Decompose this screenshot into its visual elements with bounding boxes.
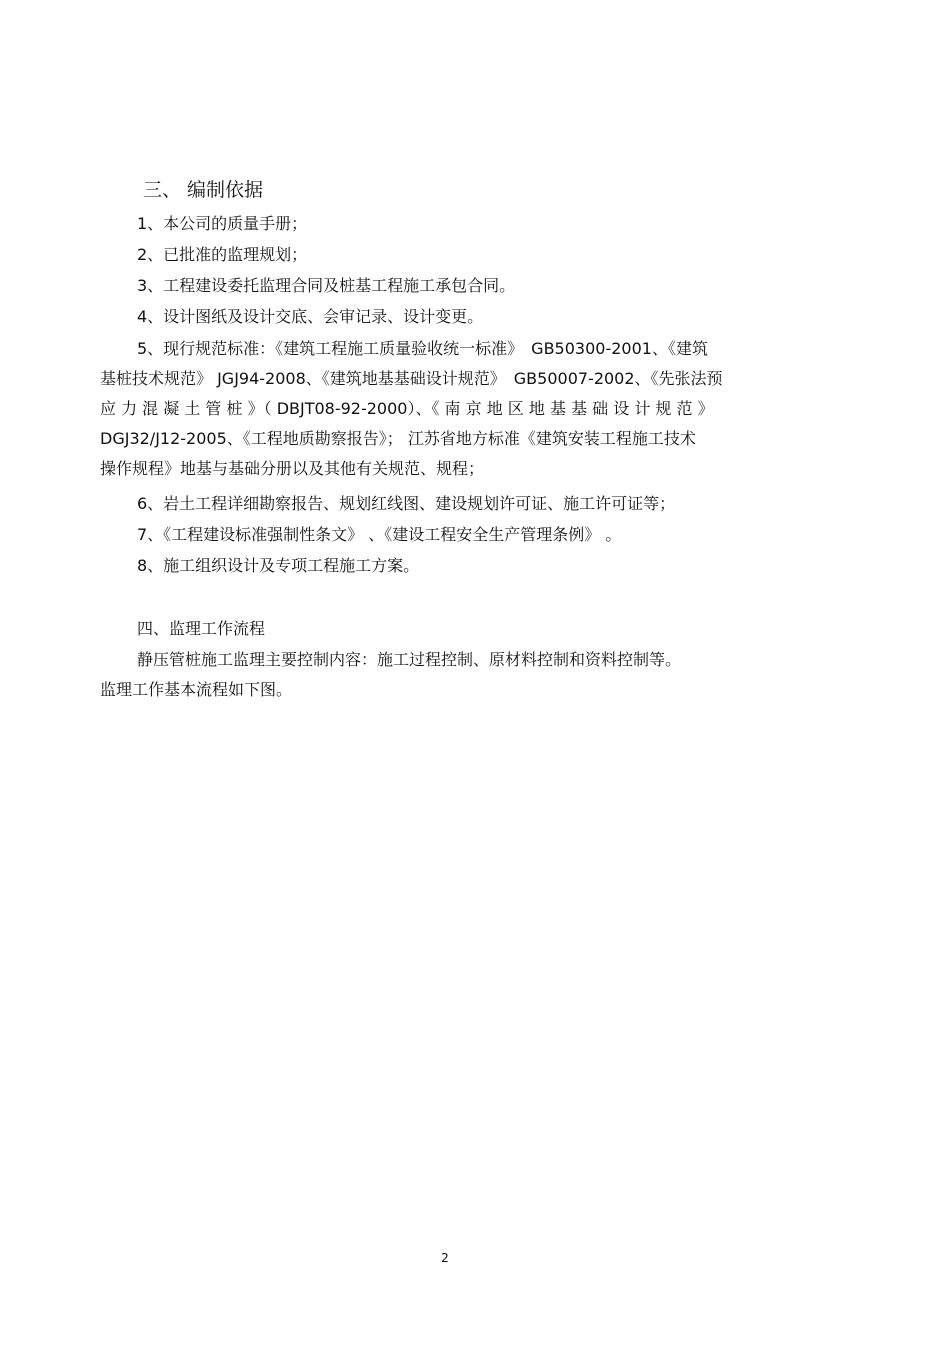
list-item-4: 4、设计图纸及设计交底、会审记录、设计变更。 [137, 307, 484, 326]
list-item-5-line: DGJ32/J12-2005、《工程地质勘察报告》； 江苏省地方标准《建筑安装工程施工技术 [100, 429, 696, 448]
workflow-intro-line: 静压管桩施工监理主要控制内容：施工过程控制、原材料控制和资料控制等。 [137, 650, 682, 669]
page-number: 2 [441, 1251, 449, 1265]
list-item-5-line: 操作规程》地基与基础分册以及其他有关规范、规程； [100, 459, 485, 478]
list-item-3: 3、工程建设委托监理合同及桩基工程施工承包合同。 [137, 276, 516, 295]
section-heading-workflow: 四、监理工作流程 [137, 619, 266, 638]
list-item-8: 8、施工组织设计及专项工程施工方案。 [137, 556, 420, 575]
workflow-intro-paragraph [100, 645, 785, 705]
list-item-7: 7、《工程建设标准强制性条文》 、《建设工程安全生产管理条例》 。 [137, 525, 622, 544]
list-item-5-line: 应 力 混 凝 土 管 桩 》（ DBJT08-92-2000）、《 南 京 地 区 地 基 基 础 设 计 规 范 》 [100, 399, 714, 418]
list-item-6: 6、岩土工程详细勘察报告、规划红线图、建设规划许可证、施工许可证等； [137, 494, 676, 513]
section-heading-basis: 三、 编制依据 [143, 179, 264, 201]
list-item-5-line: 5、现行规范标准：《建筑工程施工质量验收统一标准》 GB50300-2001、《建筑 [137, 339, 708, 358]
list-item-5-line: 基桩技术规范》 JGJ94-2008、《建筑地基基础设计规范》 GB50007-2002、《先张法预 [100, 369, 723, 388]
list-item-5 [100, 334, 785, 484]
list-item-1: 1、本公司的质量手册； [137, 214, 308, 233]
list-item-2: 2、已批准的监理规划； [137, 245, 308, 264]
workflow-intro-line: 监理工作基本流程如下图。 [100, 680, 293, 699]
